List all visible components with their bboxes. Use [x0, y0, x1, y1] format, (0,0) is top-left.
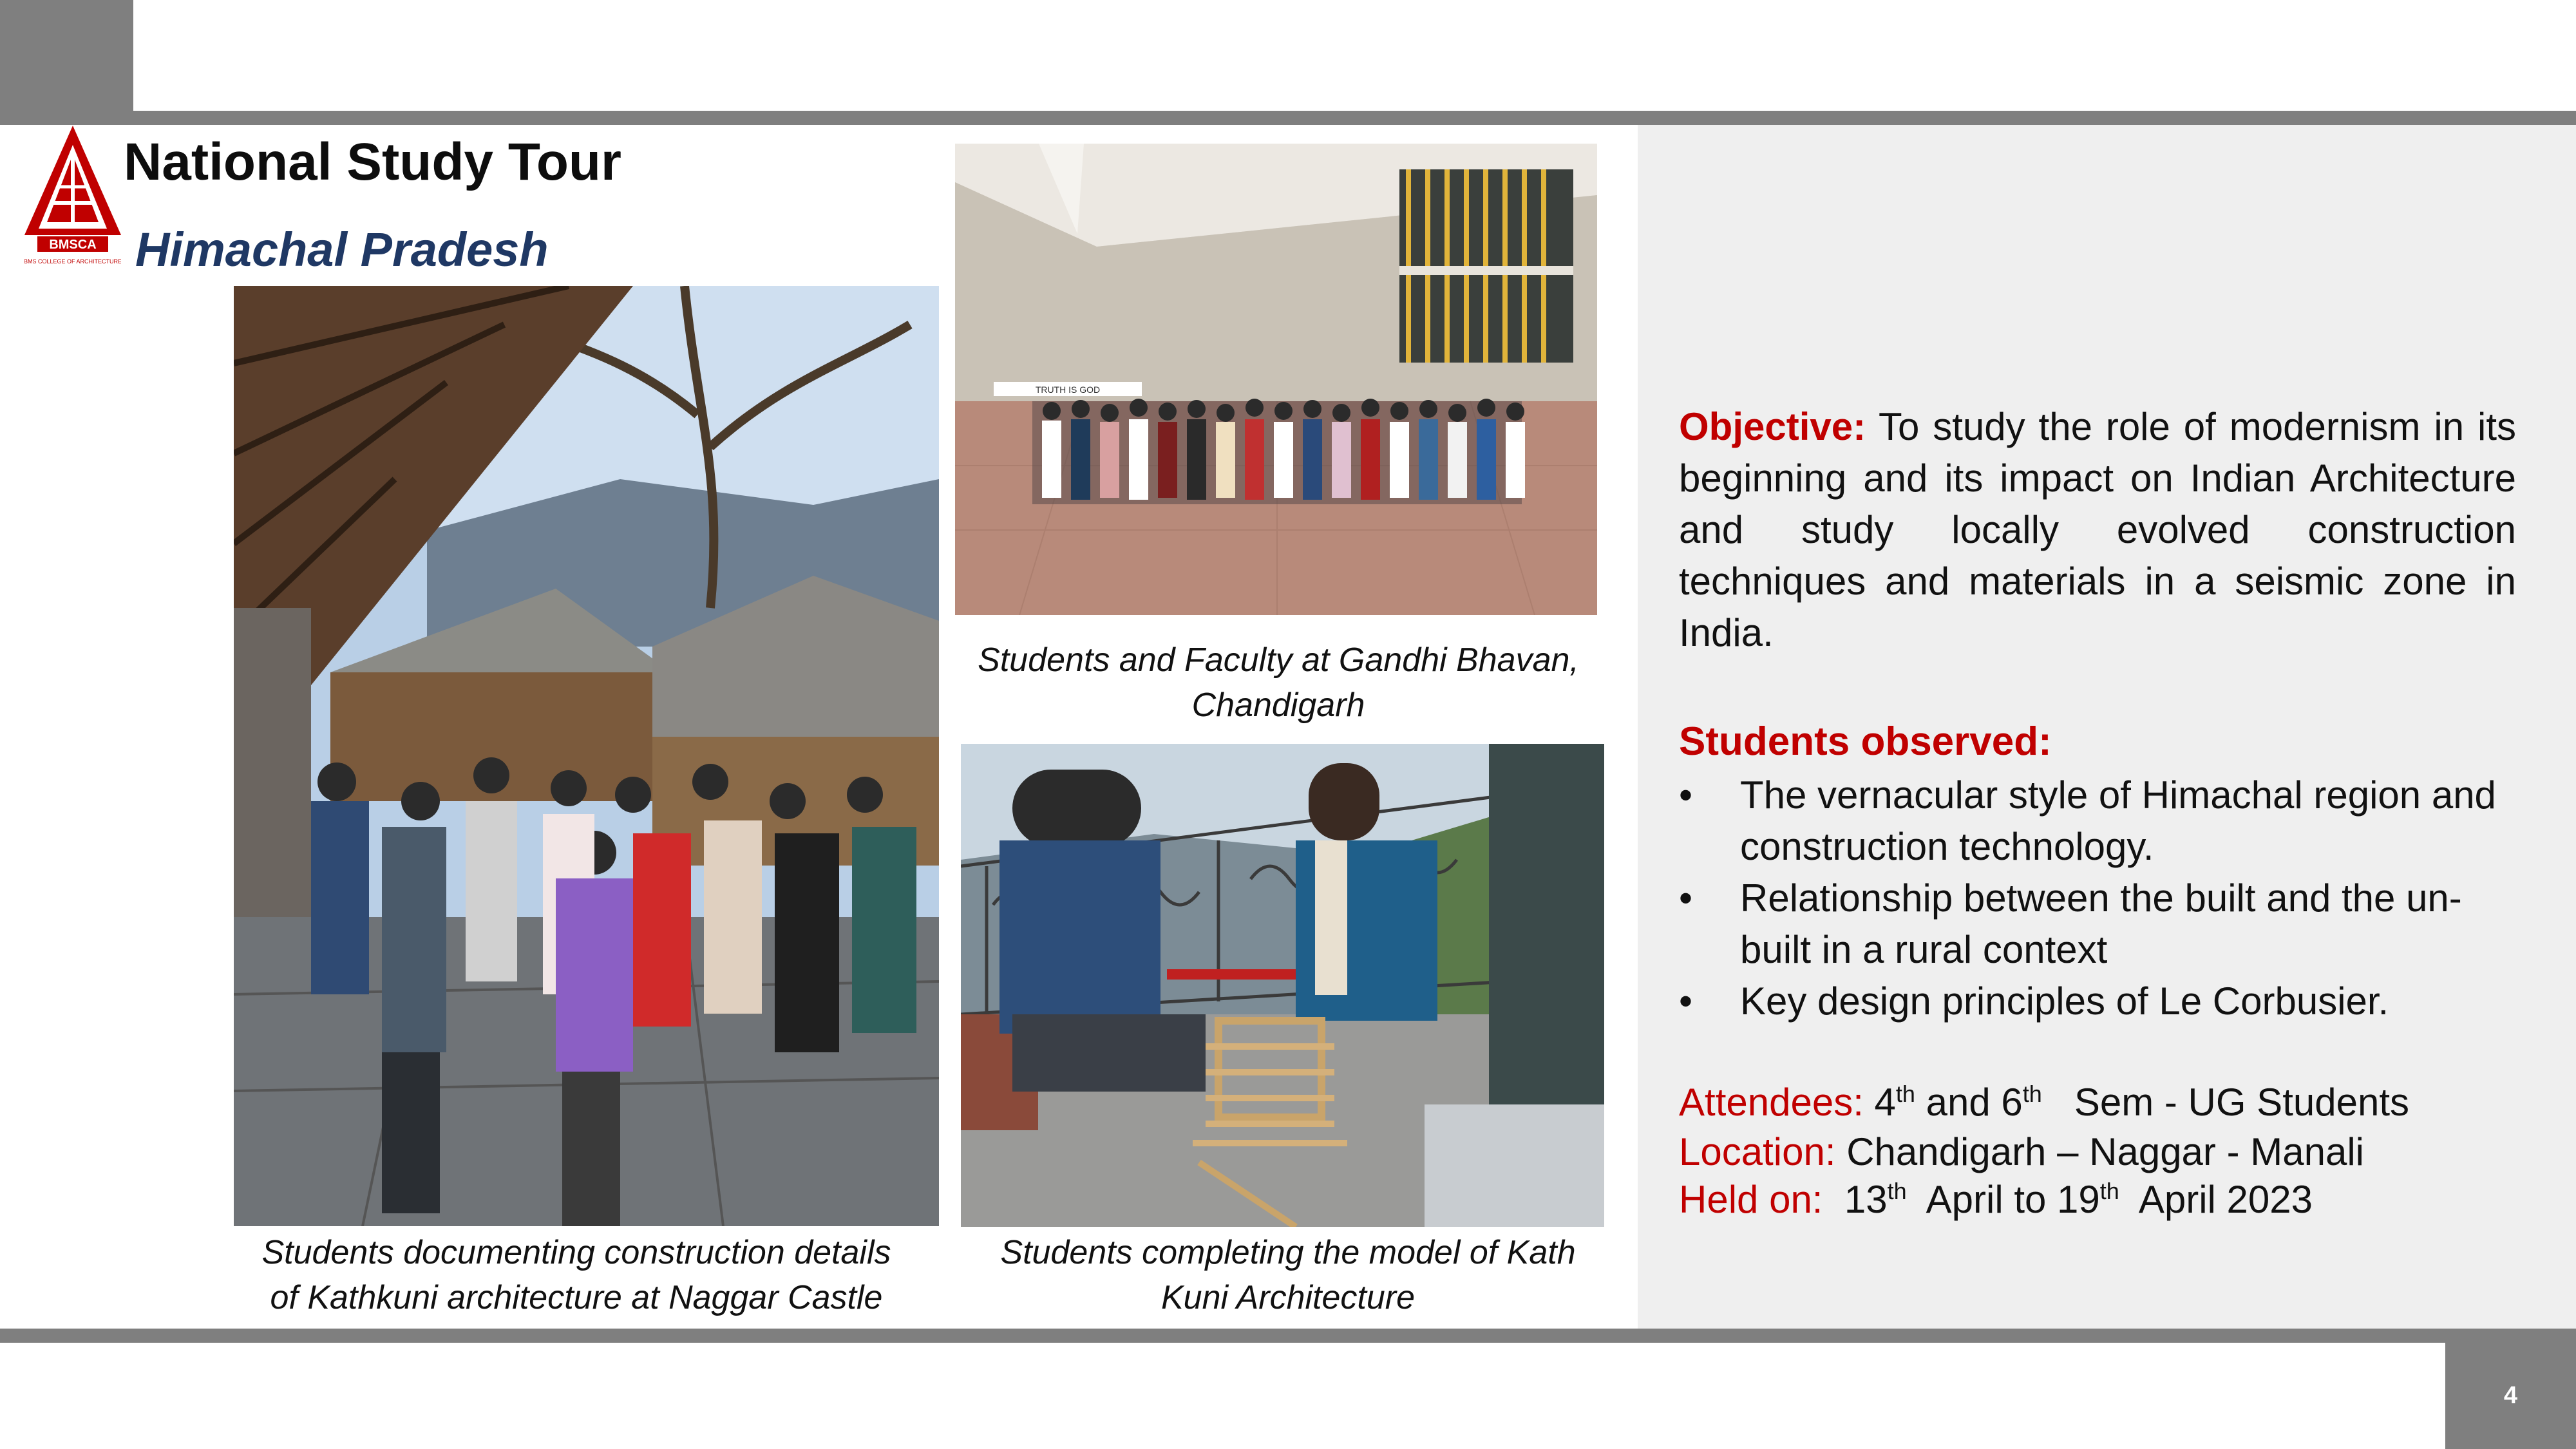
- ordinal-suffix: th: [1887, 1178, 1907, 1204]
- location-value: Chandigarh – Naggar - Manali: [1846, 1130, 2364, 1173]
- top-rule: [0, 111, 2576, 125]
- svg-text:BMS COLLEGE OF ARCHITECTURE: BMS COLLEGE OF ARCHITECTURE: [24, 258, 121, 265]
- held-on-label: Held on:: [1679, 1178, 1823, 1221]
- objective-label: Objective:: [1679, 405, 1866, 448]
- observed-bullet-item: [1679, 976, 2529, 1027]
- held-on-value: 13: [1844, 1178, 1888, 1221]
- caption-line: Students documenting construction details: [261, 1234, 891, 1271]
- attendees-label: Attendees:: [1679, 1081, 1864, 1124]
- bullet-text: Key design principles of Le Corbusier.: [1740, 980, 2389, 1023]
- caption-line: of Kathkuni architecture at Naggar Castle: [270, 1279, 883, 1316]
- svg-text:BMSCA: BMSCA: [49, 238, 97, 252]
- naggar-castle-documentation-photo: [234, 286, 939, 1226]
- slide-title: National Study Tour: [124, 133, 621, 191]
- held-on-line: [1679, 1174, 2313, 1226]
- caption-line: Students completing the model of Kath: [1000, 1234, 1576, 1271]
- attendees-line: [1679, 1077, 2409, 1128]
- ordinal-suffix: th: [2022, 1081, 2042, 1107]
- bottom-rule: [0, 1329, 2576, 1343]
- attendees-value: Sem - UG Students: [2041, 1081, 2410, 1124]
- kath-kuni-model-photo: [961, 744, 1604, 1227]
- bullet-text: Relationship between the built and the un-built in a rural context: [1740, 876, 2462, 971]
- ordinal-suffix: th: [1895, 1081, 1915, 1107]
- caption-line: Chandigarh: [1191, 687, 1365, 724]
- bullet-icon: •: [1679, 773, 1693, 817]
- caption-line: Students and Faculty at Gandhi Bhavan,: [978, 641, 1579, 679]
- gandhi-bhavan-caption: [940, 638, 1616, 728]
- held-on-value: April to 19: [1906, 1178, 2100, 1221]
- observed-bullet-item: [1679, 770, 2529, 873]
- objective-paragraph: [1679, 401, 2516, 659]
- bullet-icon: •: [1679, 980, 1693, 1023]
- attendees-value: 4: [1874, 1081, 1896, 1124]
- svg-text:TRUTH IS GOD: TRUTH IS GOD: [1035, 384, 1101, 395]
- bullet-text: The vernacular style of Himachal region and construction technology.: [1740, 773, 2496, 868]
- location-label: Location:: [1679, 1130, 1836, 1173]
- page-number: 4: [2445, 1343, 2576, 1449]
- observed-bullet-item: [1679, 873, 2529, 976]
- naggar-castle-caption: [219, 1230, 934, 1320]
- top-left-block: [0, 0, 133, 116]
- slide-subtitle: Himachal Pradesh: [135, 223, 549, 276]
- students-observed-heading: Students observed:: [1679, 719, 2052, 764]
- held-on-value: April 2023: [2119, 1178, 2313, 1221]
- objective-text: To study the role of modernism in its beginning and its impact on Indian Architecture and study locally evolved construction techniques and materials in a seismic zone in India.: [1679, 405, 2516, 654]
- gandhi-bhavan-group-photo: [955, 144, 1597, 615]
- attendees-value: and 6: [1915, 1081, 2023, 1124]
- ordinal-suffix: th: [2099, 1178, 2119, 1204]
- caption-line: Kuni Architecture: [1160, 1279, 1416, 1316]
- location-line: [1679, 1126, 2364, 1178]
- college-logo: [24, 126, 121, 270]
- kath-kuni-model-caption: [953, 1230, 1623, 1320]
- bullet-icon: •: [1679, 876, 1693, 920]
